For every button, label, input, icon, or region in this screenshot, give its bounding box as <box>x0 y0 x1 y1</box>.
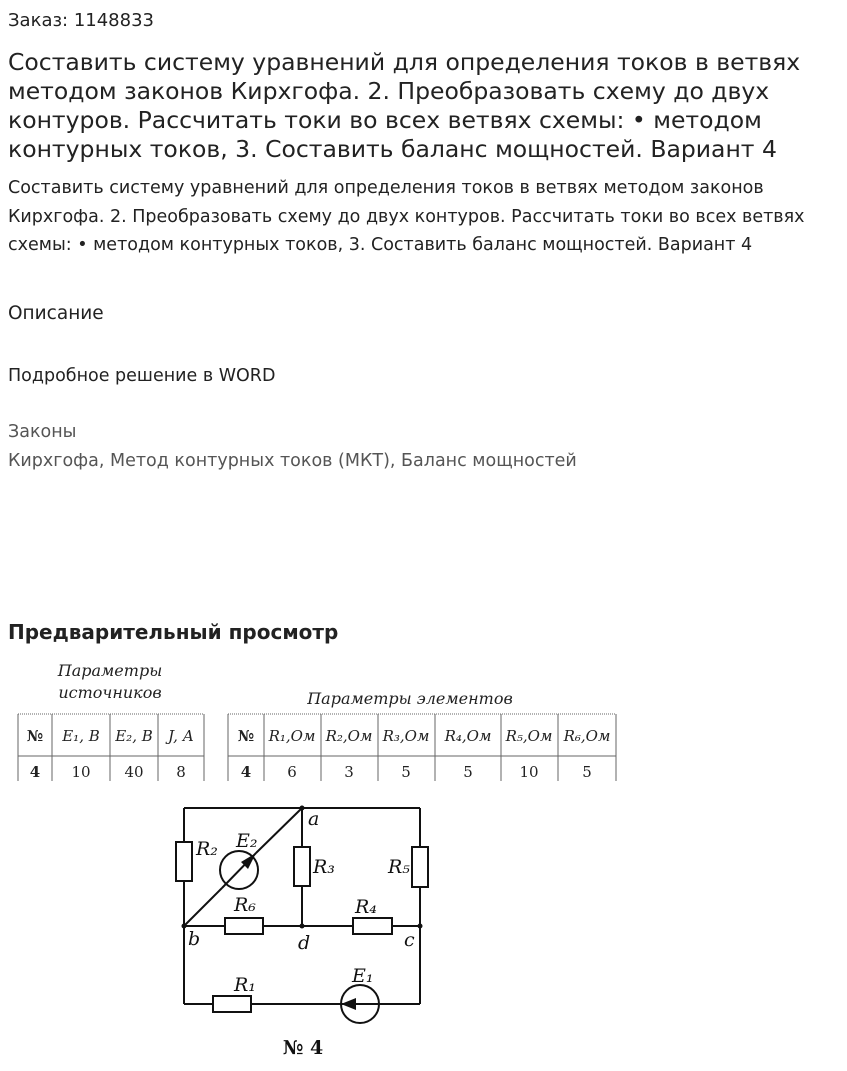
law-link-power-balance[interactable]: Баланс мощностей <box>401 451 577 471</box>
node-c-dot <box>418 924 423 929</box>
page-title: Составить систему уравнений для определения токов в ветвях методом законов Кирхгофа. 2. Преобразовать схему до двух контуров. Рассчитать токи во всех ветвях схемы: • методом контурных токов, 3. Составить баланс мощностей. Вариант 4 <box>8 48 801 163</box>
label-node-a: a <box>308 808 320 830</box>
elements-header-r5: R₅,Ом <box>505 727 553 745</box>
preview-heading: Предварительный просмотр <box>8 620 339 644</box>
laws-separator: , <box>389 451 402 471</box>
node-d-dot <box>300 924 305 929</box>
sources-caption-line2: источников <box>58 683 162 702</box>
elements-header-r4: R₄,Ом <box>444 727 492 745</box>
sources-value-j: 8 <box>176 763 186 781</box>
elements-header-r3: R₃,Ом <box>382 727 430 745</box>
law-link-kirchhoff[interactable]: Кирхгофа <box>8 451 99 471</box>
preview-image <box>0 655 847 1067</box>
label-r3: R₃ <box>313 856 335 878</box>
laws-separator: , <box>98 451 110 471</box>
resistor-r4 <box>353 918 392 934</box>
resistor-r3 <box>294 847 310 886</box>
elements-header-r6: R₆,Ом <box>563 727 611 745</box>
sources-value-e2: 40 <box>124 763 144 781</box>
node-b-dot <box>182 924 187 929</box>
label-e1: E₁ <box>352 965 374 987</box>
sources-header-j: J, А <box>167 727 195 745</box>
resistor-r1 <box>213 996 251 1012</box>
elements-value-r1: 6 <box>287 763 297 781</box>
elements-header-no: № <box>237 727 255 745</box>
task-description: Составить систему уравнений для определения токов в ветвях методом законов Кирхгофа. 2. Преобразовать схему до двух контуров. Рассчитать токи во всех ветвях схемы: • методом контурных токов, 3. Составить баланс мощностей. Вариант 4 <box>8 178 805 255</box>
resistor-r2 <box>176 842 192 881</box>
label-node-c: c <box>404 929 415 951</box>
elements-value-r6: 5 <box>582 763 592 781</box>
elements-table <box>228 714 616 781</box>
label-node-b: b <box>188 928 201 950</box>
variant-caption: № 4 <box>282 1037 324 1059</box>
label-r5: R₅ <box>388 856 410 878</box>
order-number: Заказ: 1148833 <box>8 10 154 31</box>
resistor-r5 <box>412 847 428 887</box>
sources-header-e1: E₁, В <box>62 727 100 745</box>
elements-header-r1: R₁,Ом <box>268 727 316 745</box>
label-node-d: d <box>298 932 311 954</box>
label-r1: R₁ <box>234 974 256 996</box>
label-e2: E₂ <box>236 830 258 852</box>
solution-format-text: Подробное решение в WORD <box>8 366 276 386</box>
laws-label: Законы <box>8 422 77 442</box>
source-e1-arrow-icon <box>341 998 356 1010</box>
sources-header-no: № <box>26 727 44 745</box>
laws-list <box>8 451 577 471</box>
elements-value-r5: 10 <box>519 763 539 781</box>
law-link-mesh-current[interactable]: Метод контурных токов (МКТ) <box>110 451 390 471</box>
sources-header-e2: E₂, В <box>115 727 153 745</box>
label-r4: R₄ <box>355 896 377 918</box>
label-r6: R₆ <box>234 894 256 916</box>
sources-caption-line1: Параметры <box>57 661 163 680</box>
sources-value-e1: 10 <box>71 763 91 781</box>
elements-caption: Параметры элементов <box>307 689 513 708</box>
label-r2: R₂ <box>196 838 218 860</box>
node-a-dot <box>300 806 305 811</box>
elements-value-r3: 5 <box>401 763 411 781</box>
elements-value-r4: 5 <box>463 763 473 781</box>
sources-value-no: 4 <box>29 763 41 781</box>
resistor-r6 <box>225 918 263 934</box>
elements-value-r2: 3 <box>344 763 354 781</box>
elements-value-no: 4 <box>240 763 252 781</box>
description-heading: Описание <box>8 303 104 324</box>
elements-header-r2: R₂,Ом <box>325 727 373 745</box>
